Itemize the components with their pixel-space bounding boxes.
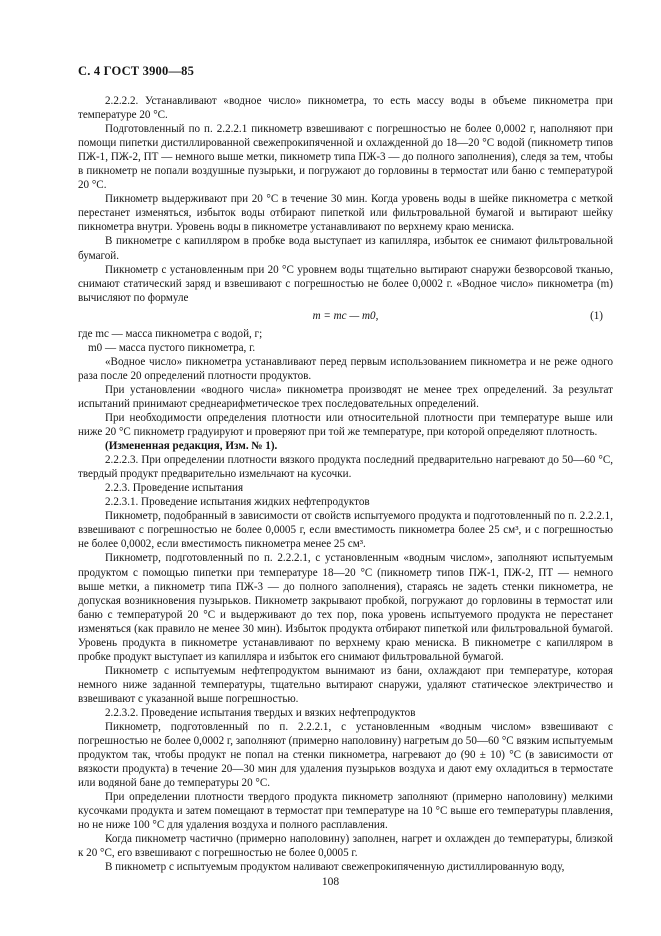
paragraph: В пикнометре с капилляром в пробке вода выступает из капилляра, избыток ее снимают фильтровальной бумагой. [78, 235, 613, 262]
page-number: 108 [321, 876, 340, 888]
paragraph: Пикнометр, подготовленный по п. 2.2.2.1, с установленным «водным числом», заполняют испытуемым продуктом с помощью пипетки при температуре 18—20 °С (пикнометр типов ПЖ-1, ПЖ-2, ПТ — немного выше метки, а пикнометр типа ПЖ-3 — до полного заполнения), стараясь не задеть стенки пикнометра, не допуская возникновения пузырьков. Пикнометр закрывают пробкой, погружают до горловины в термостат или баню с температурой 20 °С и выдерживают до тех пор, пока уровень испытуемого продукта не перестанет изменяться (как правило не менее 30 мин). Избыток продукта отбирают пипеткой или фильтровальной бумагой. Уровень продукта в пикнометре устанавливают по верхнему краю мениска. В пикнометре с капилляром в пробке продукт выступает из капилляра и избыток его снимают фильтровальной бумагой. [78, 552, 613, 663]
revision-note-text: (Измененная редакция, Изм. № 1). [105, 440, 278, 453]
definition: m0 — масса пустого пикнометра, г. [88, 341, 256, 354]
paragraph: Пикнометр, подобранный в зависимости от свойств испытуемого продукта и подготовленный по п. 2.2.2.1, взвешивают с погрешностью не более 0,0005 г, если вместимость пикнометра более 25 см³, и с погрешностью не более 0,0002, если вместимость пикнометра менее 25 см³. [78, 510, 613, 551]
paragraph: Когда пикнометр частично (примерно наполовину) заполнен, нагрет и охлажден до температуры, близкой к 20 °С, его взвешивают с погрешностью не более 0,0005 г. [78, 833, 613, 860]
section-heading: 2.2.3.2. Проведение испытания твердых и вязких нефтепродуктов [105, 706, 416, 719]
paragraph: При определении плотности твердого продукта пикнометр заполняют (примерно наполовину) мелкими кусочками продукта и затем помещают в термостат при температуре на 10 °С выше его температуры плавления, но не ниже 100 °С для удаления воздуха и полного расплавления. [78, 791, 613, 832]
revision-note [78, 439, 613, 453]
document-body [78, 94, 613, 875]
paragraph: Пикнометр, подготовленный по п. 2.2.2.1, с установленным «водным числом» взвешивают с погрешностью не более 0,0002 г, заполняют (примерно наполовину) нагретым до 50—60 °С вязким испытуемым продуктом так, чтобы продукт не попал на стенки пикнометра, нагревают до (90 ± 10) °С (в зависимости от вязкости продукта) в течение 20—30 мин для удаления пузырьков воздуха и дают ему охладиться в термостате или водяной бане до температуры 20 °С. [78, 721, 613, 790]
paragraph: При установлении «водного числа» пикнометра производят не менее трех определений. За результат испытаний принимают среднеарифметическое трех последовательных определений. [78, 383, 613, 410]
formula-text: m = mс — m0, [312, 309, 379, 322]
paragraph: «Водное число» пикнометра устанавливают перед первым использованием пикнометра и не реже одного раза после 20 определений плотности продуктов. [78, 355, 613, 382]
paragraph: Пикнометр выдерживают при 20 °С в течение 30 мин. Когда уровень воды в шейке пикнометра с меткой перестанет изменяться, избыток воды отбирают пипеткой или фильтровальной бумагой и вытирают шейку пикнометра внутри. Уровень воды в пикнометре устанавливают по верхнему краю мениска. [78, 193, 613, 234]
paragraph: Пикнометр с испытуемым нефтепродуктом вынимают из бани, охлаждают при температуре, которая немного ниже заданной температуры, тщательно вытирают снаружи, удаляют статическое электричество и взвешивают с указанной выше погрешностью. [78, 664, 613, 705]
paragraph: Пикнометр с установленным при 20 °С уровнем воды тщательно вытирают снаружи безворсовой тканью, снимают статический заряд и взвешивают с погрешностью не более 0,0002 г. «Водное число» пикнометра (m) вычисляют по формуле [78, 263, 613, 304]
paragraph: 2.2.2.3. При определении плотности вязкого продукта последний предварительно нагревают до 50—60 °С, твердый продукт предварительно измельчают на кусочки. [78, 454, 613, 481]
section-heading: 2.2.3.1. Проведение испытания жидких нефтепродуктов [105, 496, 370, 509]
paragraph: 2.2.2.2. Устанавливают «водное число» пикнометра, то есть массу воды в объеме пикнометра при температуре 20 °С. [78, 95, 613, 122]
formula [78, 305, 613, 327]
formula-number: (1) [590, 309, 603, 322]
paragraph: При необходимости определения плотности или относительной плотности при температуре выше или ниже 20 °С пикнометр градуируют и проверяют при той же температуре, при которой определяют плотность. [78, 411, 613, 439]
paragraph: В пикнометр с испытуемым продуктом наливают свежепрокипяченную дистиллированную воду, [105, 861, 565, 874]
definition: где mс — масса пикнометра с водой, г; [78, 327, 263, 340]
paragraph: Подготовленный по п. 2.2.2.1 пикнометр взвешивают с погрешностью не более 0,0002 г, наполняют при помощи пипетки дистиллированной свежепрокипяченной и охлажденной до 18—20 °С водой (пикнометр типов ПЖ-1, ПЖ-2, ПТ — немного выше метки, пикнометр типа ПЖ-3 — до полного заполнения), следя за тем, чтобы в пикнометр не попали воздушные пузырьки, и погружают до горловины в термостат или баню с температурой 20 °С. [78, 123, 613, 192]
section-heading: 2.2.3. Проведение испытания [105, 482, 244, 495]
page-header: С. 4 ГОСТ 3900—85 [78, 64, 195, 78]
